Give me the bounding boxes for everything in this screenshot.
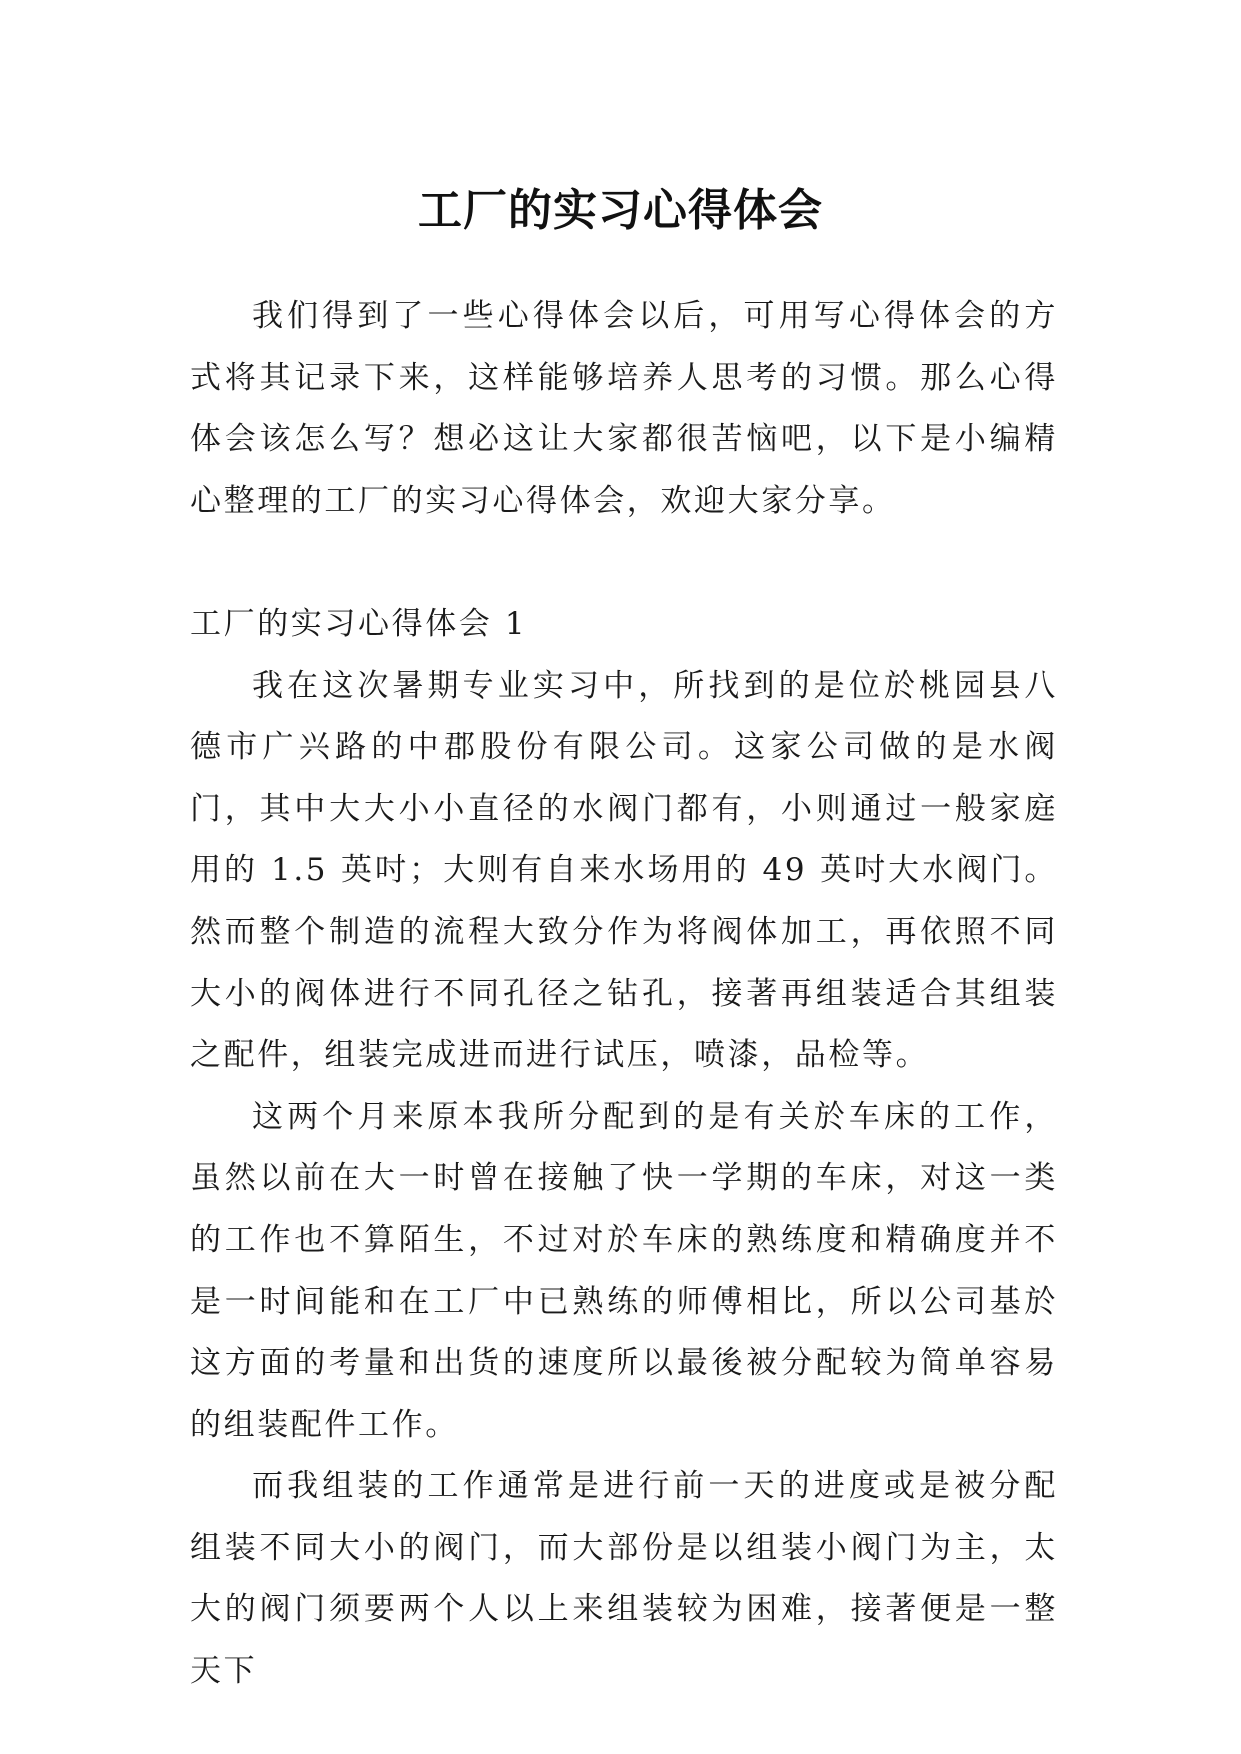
page-title: 工厂的实习心得体会 xyxy=(418,185,823,237)
intro-paragraph: 我们得到了一些心得体会以后，可用写心得体会的方式将其记录下来，这样能够培养人思考的习惯。那么心得体会该怎么写？想必这让大家都很苦恼吧，以下是小编精心整理的工厂的实习心得体会，欢迎大家分享。 xyxy=(190,298,1058,519)
body-paragraph: 我在这次暑期专业实习中，所找到的是位於桃园县八德市广兴路的中郡股份有限公司。这家公司做的是水阀门，其中大大小小直径的水阀门都有，小则通过一般家庭用的 1.5 英吋；大则有自来水场用的 49 英吋大水阀门。然而整个制造的流程大致分作为将阀体加工，再依照不同大小的阀体进行不同孔径之钻孔，接著再组装适合其组装之配件，组装完成进而进行试压，喷漆，品检等。 xyxy=(190,667,1058,1074)
body-paragraph: 而我组装的工作通常是进行前一天的进度或是被分配组装不同大小的阀门，而大部份是以组装小阀门为主，太大的阀门须要两个人以上来组装较为困难，接著便是一整天下 xyxy=(190,1468,1058,1690)
section-heading: 工厂的实习心得体会 1 xyxy=(190,605,528,642)
body-paragraph: 这两个月来原本我所分配到的是有关於车床的工作，虽然以前在大一时曾在接触了快一学期的车床，对这一类的工作也不算陌生，不过对於车床的熟练度和精确度并不是一时间能和在工厂中已熟练的师傅相比，所以公司基於这方面的考量和出货的速度所以最後被分配较为简单容易的组装配件工作。 xyxy=(190,1098,1058,1443)
document-body xyxy=(190,286,1058,1703)
